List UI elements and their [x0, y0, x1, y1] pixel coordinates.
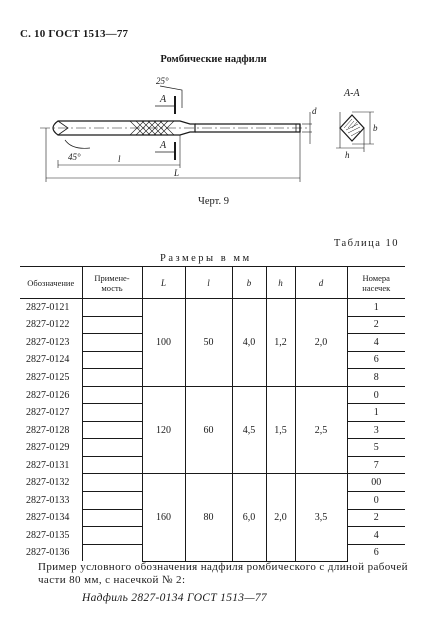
b-cell: 4,5 [232, 386, 266, 474]
col-L: L [142, 267, 185, 299]
col-usage-line2: мость [101, 282, 123, 293]
usage-cell [82, 474, 142, 492]
col-cut-numbers [347, 267, 405, 299]
section-h-label: h [345, 150, 350, 160]
col-d: d [295, 267, 347, 299]
usage-cell [82, 492, 142, 510]
cut-number-cell: 8 [347, 369, 405, 387]
usage-cell [82, 351, 142, 369]
cut-number-cell: 4 [347, 527, 405, 545]
usage-cell [82, 299, 142, 317]
l-cell: 60 [185, 386, 232, 474]
usage-cell [82, 456, 142, 474]
table-header-row [20, 267, 405, 299]
designation-cell: 2827-0122 [26, 319, 70, 331]
col-l: l [185, 267, 232, 299]
designation-cell: 2827-0132 [26, 477, 70, 489]
designation-cell: 2827-0129 [26, 442, 70, 454]
dimensions-table [20, 266, 405, 562]
angle-25-label: 25° [156, 76, 169, 86]
designation-cell: 2827-0121 [26, 302, 70, 314]
b-cell: 4,0 [232, 299, 266, 387]
cut-number-cell: 5 [347, 439, 405, 457]
table-row [20, 299, 405, 317]
cut-number-cell: 4 [347, 334, 405, 352]
col-cut-line1: Номера [362, 272, 390, 283]
d-cell: 3,5 [295, 474, 347, 561]
b-cell: 6,0 [232, 474, 266, 561]
dim-d-label: d [312, 106, 317, 116]
section-label-bottom: A [160, 140, 167, 151]
cut-number-cell: 1 [347, 299, 405, 317]
usage-cell [82, 421, 142, 439]
figure-title: Ромбические надфили [160, 54, 267, 65]
cut-number-cell: 0 [347, 492, 405, 510]
h-cell: 2,0 [266, 474, 295, 561]
page-header: С. 10 ГОСТ 1513—77 [20, 28, 129, 40]
designation-cell: 2827-0131 [26, 459, 70, 471]
designation-cell: 2827-0133 [26, 494, 70, 506]
angle-45-label: 45° [68, 152, 81, 162]
usage-cell [82, 439, 142, 457]
example-text: Пример условного обозначения надфиля ромбического с длиной рабочей части 80 мм, с насечкой № 2: [38, 561, 408, 586]
h-cell: 1,2 [266, 299, 295, 387]
designation-cell: 2827-0127 [26, 407, 70, 419]
usage-cell [82, 527, 142, 545]
section-b-label: b [373, 123, 378, 133]
designation-cell: 2827-0134 [26, 512, 70, 524]
col-b: b [232, 267, 266, 299]
usage-cell [82, 316, 142, 334]
designation-cell: 2827-0128 [26, 424, 70, 436]
cut-number-cell: 2 [347, 316, 405, 334]
usage-cell [82, 544, 142, 561]
cut-number-cell: 7 [347, 456, 405, 474]
col-usage [82, 267, 142, 299]
cut-number-cell: 1 [347, 404, 405, 422]
usage-cell [82, 334, 142, 352]
cut-number-cell: 6 [347, 351, 405, 369]
L-cell: 160 [142, 474, 185, 561]
l-cell: 80 [185, 474, 232, 561]
col-designation: Обозначение [20, 267, 82, 299]
cut-number-cell: 0 [347, 386, 405, 404]
cut-number-cell: 6 [347, 544, 405, 561]
table-number: Таблица 10 [333, 238, 399, 249]
table-row [20, 386, 405, 404]
designation-cell: 2827-0124 [26, 354, 70, 366]
cut-number-cell: 00 [347, 474, 405, 492]
usage-cell [82, 404, 142, 422]
cut-number-cell: 3 [347, 421, 405, 439]
cut-number-cell: 2 [347, 509, 405, 527]
designation-cell: 2827-0136 [26, 547, 70, 559]
col-cut-line2: насечек [362, 282, 391, 293]
L-cell: 100 [142, 299, 185, 387]
col-usage-line1: Примене- [94, 272, 130, 283]
table-row [20, 474, 405, 492]
h-cell: 1,5 [266, 386, 295, 474]
designation-cell: 2827-0123 [26, 336, 70, 348]
l-cell: 50 [185, 299, 232, 387]
usage-cell [82, 369, 142, 387]
example-designation: Надфиль 2827-0134 ГОСТ 1513—77 [82, 592, 267, 604]
section-label-top: A [160, 94, 167, 105]
L-cell: 120 [142, 386, 185, 474]
d-cell: 2,0 [295, 299, 347, 387]
usage-cell [82, 386, 142, 404]
designation-cell: 2827-0126 [26, 389, 70, 401]
designation-cell: 2827-0135 [26, 529, 70, 541]
d-cell: 2,5 [295, 386, 347, 474]
figure-caption: Черт. 9 [198, 196, 229, 207]
usage-cell [82, 509, 142, 527]
dim-L-label: L [174, 168, 180, 178]
sizes-label: Размеры в мм [160, 253, 252, 264]
designation-cell: 2827-0125 [26, 371, 70, 383]
dim-l-label: l [118, 154, 121, 164]
rhombic-file-drawing [10, 68, 410, 190]
col-h: h [266, 267, 295, 299]
section-title: A-A [344, 88, 360, 99]
